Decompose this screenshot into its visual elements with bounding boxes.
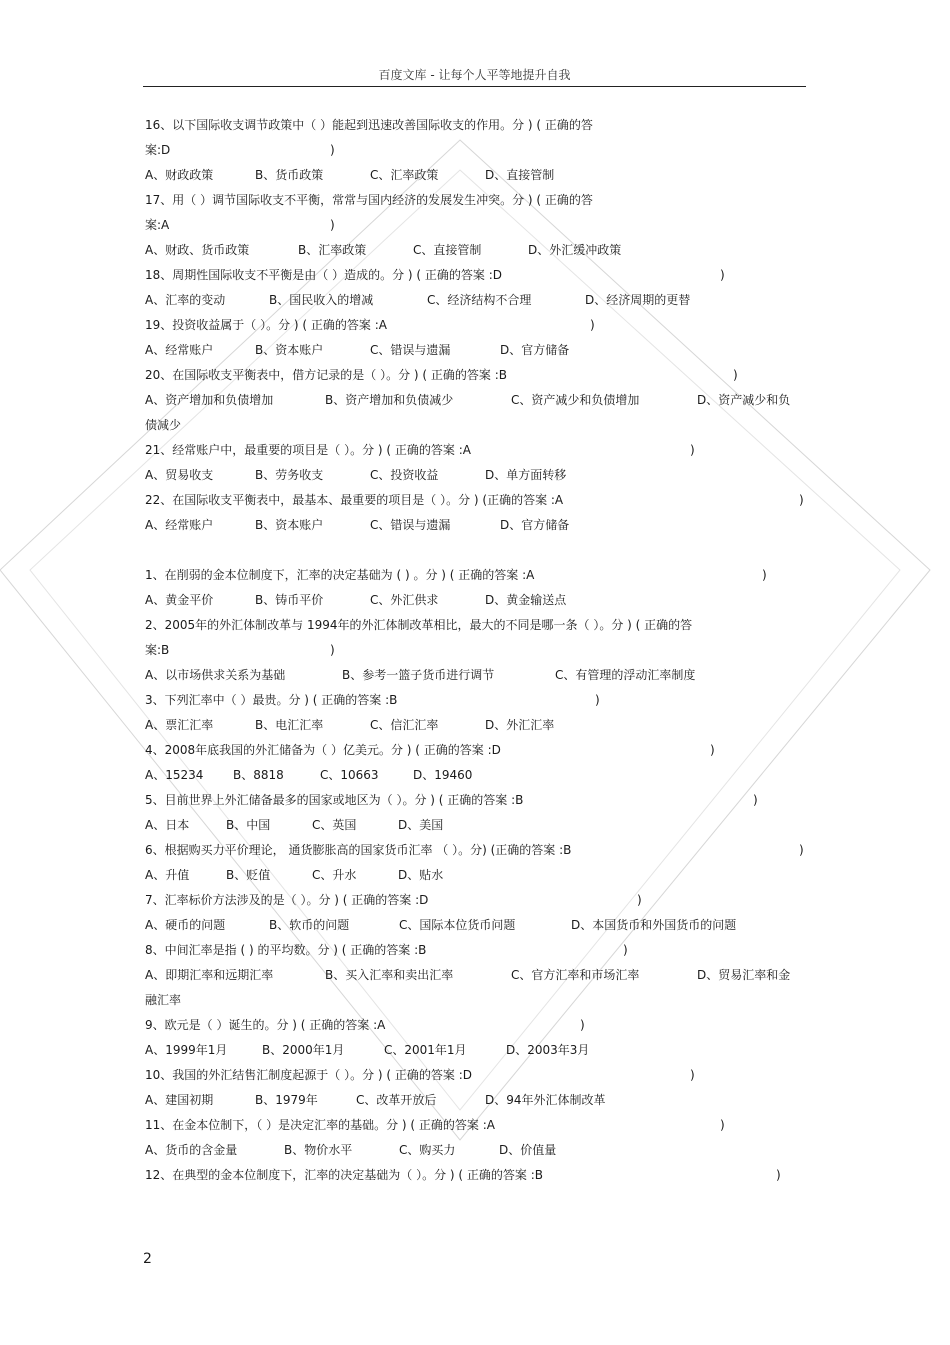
answer-option: A、15234 <box>145 768 204 782</box>
answer-option: B、电汇汇率 <box>255 718 324 732</box>
answer-option: A、货币的含金量 <box>145 1143 238 1157</box>
answer-option: A、资产增加和负债增加 <box>145 393 274 407</box>
answer-option: C、改革开放后 <box>356 1093 437 1107</box>
answer-option: C、直接管制 <box>413 243 482 257</box>
question-line <box>145 613 805 638</box>
answer-option: A、硬币的问题 <box>145 918 226 932</box>
answer-option: C、国际本位货币问题 <box>399 918 516 932</box>
answer-options <box>145 163 805 188</box>
closing-paren: ) <box>690 1068 695 1082</box>
answer-option: C、升水 <box>312 868 357 882</box>
question-line <box>145 438 805 463</box>
header-rule <box>143 86 806 87</box>
answer-option: B、2000年1月 <box>262 1043 345 1057</box>
answer-option: B、资本账户 <box>255 518 324 532</box>
answer-options <box>145 813 805 838</box>
answer-options <box>145 288 805 313</box>
question-line <box>145 488 805 513</box>
answer-option: A、汇率的变动 <box>145 293 226 307</box>
answer-option: C、信汇汇率 <box>370 718 439 732</box>
answer-option: A、经常账户 <box>145 518 214 532</box>
closing-paren: ) <box>733 368 738 382</box>
answer-option: B、资产增加和负债减少 <box>325 393 454 407</box>
answer-option: B、铸币平价 <box>255 593 324 607</box>
answer-option: B、买入汇率和卖出汇率 <box>325 968 454 982</box>
answer-option: D、直接管制 <box>485 168 555 182</box>
question-line <box>145 988 805 1013</box>
question-text: 11、在金本位制下，（ ）是决定汇率的基础。分 ) ( 正确的答案 :A <box>145 1118 495 1132</box>
answer-option: D、单方面转移 <box>485 468 567 482</box>
answer-option: D、外汇汇率 <box>485 718 555 732</box>
answer-options <box>145 913 805 938</box>
question-text: 20、在国际收支平衡表中，借方记录的是（ ）。分 ) ( 正确的答案 :B <box>145 368 507 382</box>
question-line <box>145 413 805 438</box>
answer-option: B、1979年 <box>255 1093 318 1107</box>
answer-options <box>145 963 805 988</box>
answer-options <box>145 238 805 263</box>
question-text: 16、以下国际收支调节政策中（ ）能起到迅速改善国际收支的作用。分 ) ( 正确的答 <box>145 118 593 132</box>
answer-options <box>145 1138 805 1163</box>
answer-options <box>145 588 805 613</box>
closing-paren: ) <box>710 743 715 757</box>
answer-option: B、8818 <box>233 768 284 782</box>
answer-option: B、货币政策 <box>255 168 324 182</box>
closing-paren: ) <box>720 1118 725 1132</box>
answer-option: C、错误与遗漏 <box>370 518 451 532</box>
answer-option: A、建国初期 <box>145 1093 214 1107</box>
answer-option: B、物价水平 <box>284 1143 353 1157</box>
answer-option: B、参考一篮子货币进行调节 <box>342 668 495 682</box>
question-text: 融汇率 <box>145 993 182 1007</box>
answer-option: D、94年外汇体制改革 <box>485 1093 606 1107</box>
closing-paren: ) <box>720 268 725 282</box>
answer-option: B、贬值 <box>226 868 271 882</box>
answer-option: C、经济结构不合理 <box>427 293 532 307</box>
answer-option: D、资产减少和负 <box>697 393 791 407</box>
answer-options <box>145 338 805 363</box>
question-text: 12、在典型的金本位制度下，汇率的决定基础为（ ）。分 ) ( 正确的答案 :B <box>145 1168 543 1182</box>
answer-option: D、官方储备 <box>500 343 570 357</box>
question-line <box>145 1163 805 1188</box>
closing-paren: ) <box>330 643 335 657</box>
answer-option: B、资本账户 <box>255 343 324 357</box>
question-line <box>145 638 805 663</box>
answer-option: C、购买力 <box>399 1143 456 1157</box>
question-line <box>145 788 805 813</box>
answer-option: C、错误与遗漏 <box>370 343 451 357</box>
question-line <box>145 938 805 963</box>
answer-options <box>145 1038 805 1063</box>
page-number: 2 <box>143 1251 152 1267</box>
answer-option: A、贸易收支 <box>145 468 214 482</box>
closing-paren: ) <box>623 943 628 957</box>
answer-option: D、官方储备 <box>500 518 570 532</box>
answer-option: C、英国 <box>312 818 357 832</box>
question-text: 6、根据购买力平价理论， 通货膨胀高的国家货币汇率 （ ）。分) (正确的答案 :B <box>145 843 572 857</box>
answer-option: A、1999年1月 <box>145 1043 228 1057</box>
question-line <box>145 888 805 913</box>
question-text: 案:A <box>145 218 170 232</box>
closing-paren: ) <box>799 843 804 857</box>
answer-option: C、投资收益 <box>370 468 439 482</box>
answer-option: C、2001年1月 <box>384 1043 467 1057</box>
question-line <box>145 688 805 713</box>
question-text: 案:D <box>145 143 171 157</box>
answer-option: A、升值 <box>145 868 190 882</box>
closing-paren: ) <box>776 1168 781 1182</box>
question-text: 4、2008年底我国的外汇储备为（ ）亿美元。分 ) ( 正确的答案 :D <box>145 743 501 757</box>
answer-options <box>145 388 805 413</box>
answer-options <box>145 713 805 738</box>
answer-options <box>145 863 805 888</box>
answer-option: C、10663 <box>320 768 379 782</box>
question-text: 9、欧元是（ ）诞生的。分 ) ( 正确的答案 :A <box>145 1018 386 1032</box>
question-text: 5、目前世界上外汇储备最多的国家或地区为（ ）。分 ) ( 正确的答案 :B <box>145 793 524 807</box>
answer-option: C、外汇供求 <box>370 593 439 607</box>
answer-option: A、财政、货币政策 <box>145 243 250 257</box>
answer-option: C、有管理的浮动汇率制度 <box>555 668 696 682</box>
question-text: 案:B <box>145 643 170 657</box>
answer-option: A、黄金平价 <box>145 593 214 607</box>
answer-option: D、外汇缓冲政策 <box>528 243 622 257</box>
closing-paren: ) <box>590 318 595 332</box>
answer-option: D、经济周期的更替 <box>585 293 691 307</box>
answer-option: C、资产减少和负债增加 <box>511 393 640 407</box>
answer-option: A、经常账户 <box>145 343 214 357</box>
question-line <box>145 1113 805 1138</box>
question-line <box>145 138 805 163</box>
answer-options <box>145 763 805 788</box>
question-line <box>145 263 805 288</box>
question-line <box>145 213 805 238</box>
question-text: 7、汇率标价方法涉及的是（ ）。分 ) ( 正确的答案 :D <box>145 893 429 907</box>
question-text: 21、经常账户中，最重要的项目是（ ）。分 ) ( 正确的答案 :A <box>145 443 471 457</box>
answer-option: B、汇率政策 <box>298 243 367 257</box>
answer-option: B、国民收入的增减 <box>269 293 374 307</box>
page-header: 百度文库 - 让每个人平等地提升自我 <box>378 68 571 82</box>
question-text: 1、在削弱的金本位制度下，汇率的决定基础为 ( ) 。分 ) ( 正确的答案 :A <box>145 568 535 582</box>
answer-option: C、汇率政策 <box>370 168 439 182</box>
question-line <box>145 188 805 213</box>
question-text: 3、下列汇率中（ ）最贵。分 ) ( 正确的答案 :B <box>145 693 398 707</box>
question-line <box>145 563 805 588</box>
answer-options <box>145 513 805 563</box>
answer-options <box>145 1088 805 1113</box>
answer-option: A、日本 <box>145 818 190 832</box>
answer-option: D、本国货币和外国货币的问题 <box>571 918 737 932</box>
answer-options <box>145 463 805 488</box>
question-line <box>145 1013 805 1038</box>
closing-paren: ) <box>330 218 335 232</box>
question-line <box>145 838 805 863</box>
closing-paren: ) <box>799 493 804 507</box>
closing-paren: ) <box>637 893 642 907</box>
answer-option: A、财政政策 <box>145 168 214 182</box>
question-line <box>145 738 805 763</box>
question-text: 债减少 <box>145 418 182 432</box>
closing-paren: ) <box>330 143 335 157</box>
question-text: 18、周期性国际收支不平衡是由（ ）造成的。分 ) ( 正确的答案 :D <box>145 268 502 282</box>
question-text: 8、中间汇率是指 ( ) 的平均数。分 ) ( 正确的答案 :B <box>145 943 427 957</box>
question-text: 19、投资收益属于（ ）。分 ) ( 正确的答案 :A <box>145 318 387 332</box>
question-text: 10、我国的外汇结售汇制度起源于（ ）。分 ) ( 正确的答案 :D <box>145 1068 472 1082</box>
answer-option: C、官方汇率和市场汇率 <box>511 968 640 982</box>
answer-options <box>145 663 805 688</box>
answer-option: A、即期汇率和远期汇率 <box>145 968 274 982</box>
answer-option: D、19460 <box>413 768 473 782</box>
answer-option: A、票汇汇率 <box>145 718 214 732</box>
answer-option: D、黄金输送点 <box>485 593 567 607</box>
question-line <box>145 313 805 338</box>
question-line <box>145 1063 805 1088</box>
answer-option: A、以市场供求关系为基础 <box>145 668 286 682</box>
closing-paren: ) <box>753 793 758 807</box>
question-line <box>145 113 805 138</box>
answer-option: B、劳务收支 <box>255 468 324 482</box>
question-text: 22、在国际收支平衡表中，最基本、最重要的项目是（ ）。分 ) (正确的答案 :A <box>145 493 564 507</box>
question-text: 17、用（ ）调节国际收支不平衡，常常与国内经济的发展发生冲突。分 ) ( 正确的答 <box>145 193 593 207</box>
question-text: 2、2005年的外汇体制改革与 1994年的外汇体制改革相比，最大的不同是哪一条（ ）。分 ) ( 正确的答 <box>145 618 693 632</box>
closing-paren: ) <box>580 1018 585 1032</box>
question-line <box>145 363 805 388</box>
answer-option: B、中国 <box>226 818 271 832</box>
answer-option: D、贸易汇率和金 <box>697 968 791 982</box>
answer-option: D、价值量 <box>499 1143 557 1157</box>
closing-paren: ) <box>690 443 695 457</box>
closing-paren: ) <box>595 693 600 707</box>
document-body <box>145 113 805 1188</box>
answer-option: D、2003年3月 <box>506 1043 590 1057</box>
answer-option: D、美国 <box>398 818 444 832</box>
answer-option: B、软币的问题 <box>269 918 350 932</box>
answer-option: D、贴水 <box>398 868 444 882</box>
closing-paren: ) <box>762 568 767 582</box>
